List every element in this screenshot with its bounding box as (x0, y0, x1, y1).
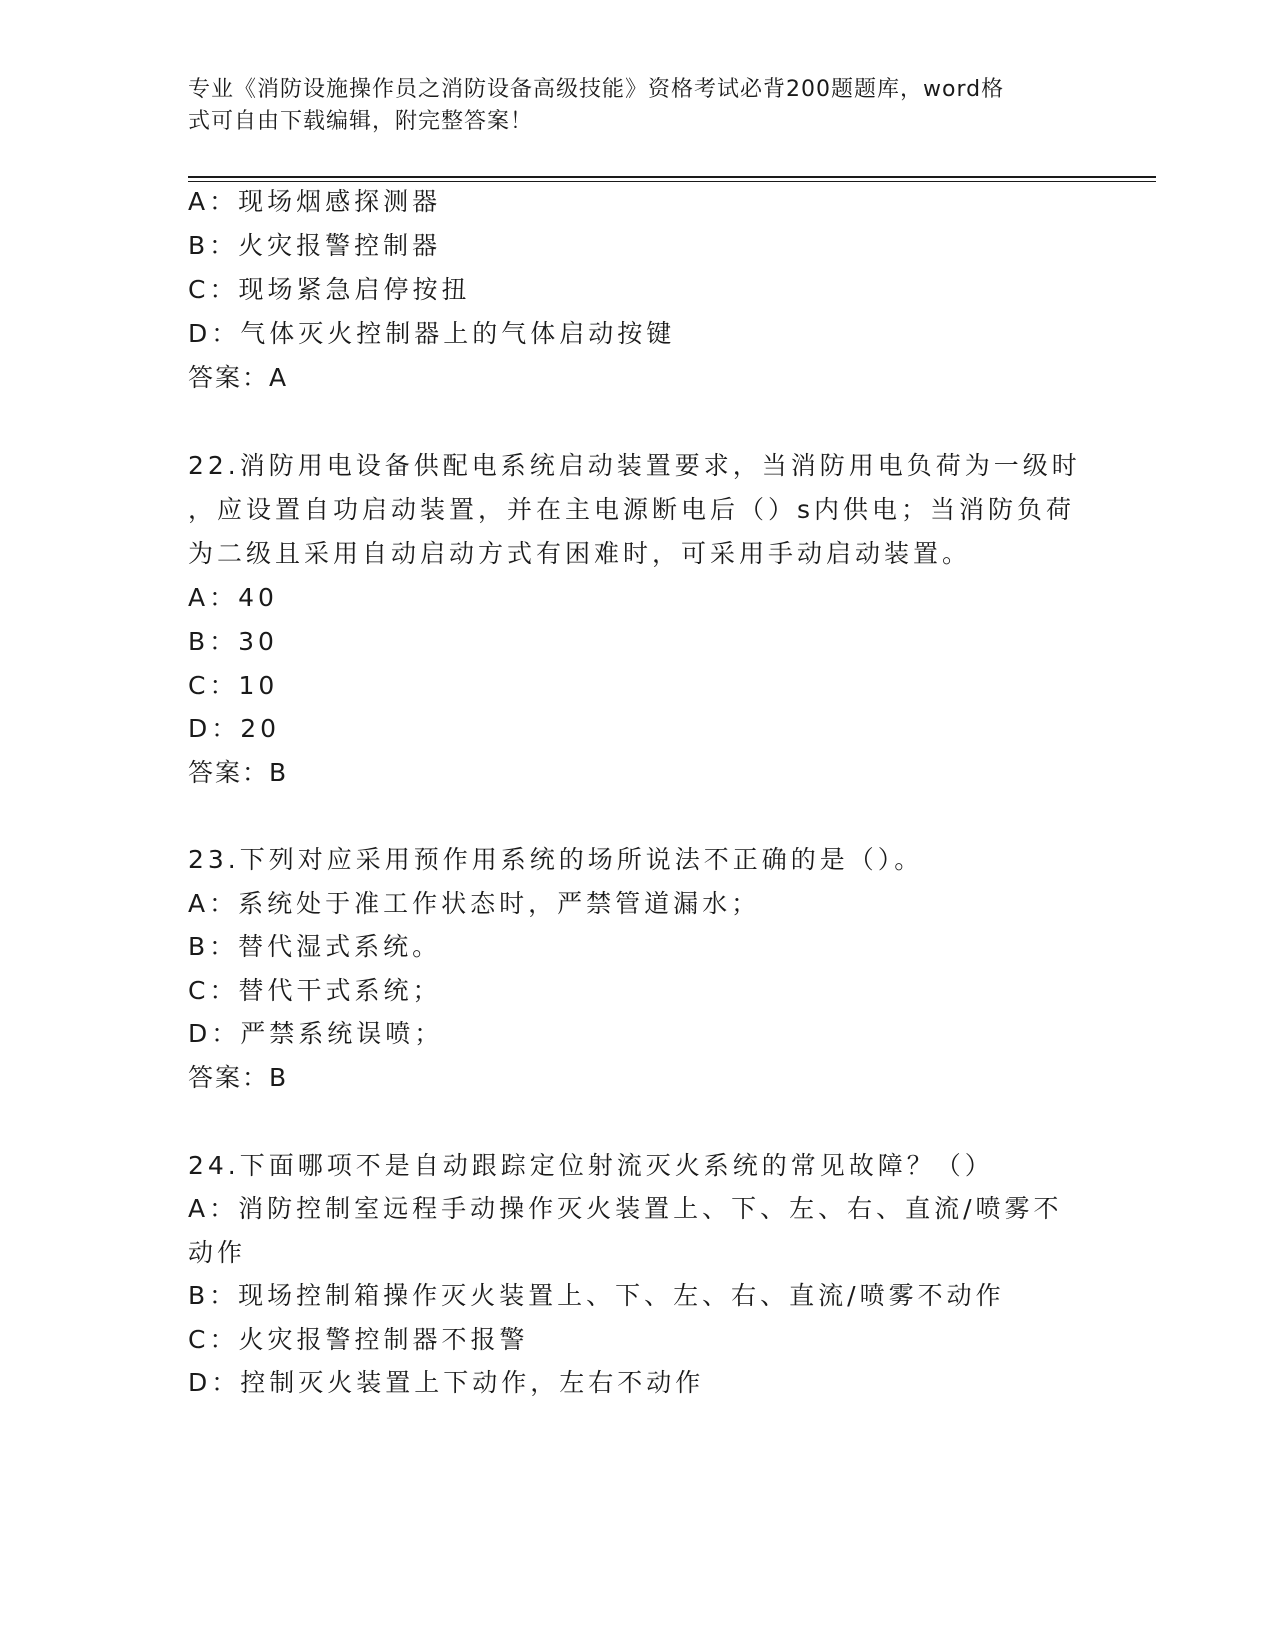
q24-option-d: D：控制灭火装置上下动作，左右不动作 (188, 1368, 705, 1397)
header-divider-thin (188, 181, 1156, 182)
q24-stem: 24.下面哪项不是自动跟踪定位射流灭火系统的常见故障？（） (188, 1151, 994, 1180)
q22-option-d: D：20 (188, 714, 281, 743)
header-line-2: 式可自由下载编辑，附完整答案！ (188, 109, 534, 134)
q21-answer: 答案：A (188, 363, 289, 392)
q23-option-d: D：严禁系统误喷； (188, 1019, 444, 1048)
q24-option-a-continued: 动作 (188, 1238, 247, 1267)
q22-option-a: A：40 (188, 583, 278, 612)
q22-stem-line-1: 22.消防用电设备供配电系统启动装置要求，当消防用电负荷为一级时 (188, 451, 1081, 480)
q21-option-a: A：现场烟感探测器 (188, 187, 442, 216)
q23-stem: 23.下列对应采用预作用系统的场所说法不正确的是（）。 (188, 845, 924, 874)
q23-option-b: B：替代湿式系统。 (188, 932, 442, 961)
q23-answer: 答案：B (188, 1063, 289, 1092)
q22-stem-line-2: ，应设置自功启动装置，并在主电源断电后（）s内供电；当消防负荷 (188, 495, 1076, 524)
q22-option-c: C：10 (188, 671, 279, 700)
q21-option-c: C：现场紧急启停按扭 (188, 275, 471, 304)
q21-option-d: D：气体灭火控制器上的气体启动按键 (188, 319, 676, 348)
q24-option-c: C：火灾报警控制器不报警 (188, 1325, 529, 1354)
q22-answer: 答案：B (188, 758, 289, 787)
q24-option-b: B：现场控制箱操作灭火装置上、下、左、右、直流/喷雾不动作 (188, 1281, 1005, 1310)
header-divider-thick (188, 176, 1156, 178)
q23-option-c: C：替代干式系统； (188, 976, 442, 1005)
document-header (188, 74, 1068, 138)
q24-option-a: A：消防控制室远程手动操作灭火装置上、下、左、右、直流/喷雾不 (188, 1194, 1063, 1223)
q23-option-a: A：系统处于准工作状态时，严禁管道漏水； (188, 889, 761, 918)
q22-option-b: B：30 (188, 627, 278, 656)
q21-option-b: B：火灾报警控制器 (188, 231, 442, 260)
q22-stem-line-3: 为二级且采用自动启动方式有困难时，可采用手动启动装置。 (188, 539, 972, 568)
header-line-1: 专业《消防设施操作员之消防设备高级技能》资格考试必背200题题库，word格 (188, 77, 1005, 102)
